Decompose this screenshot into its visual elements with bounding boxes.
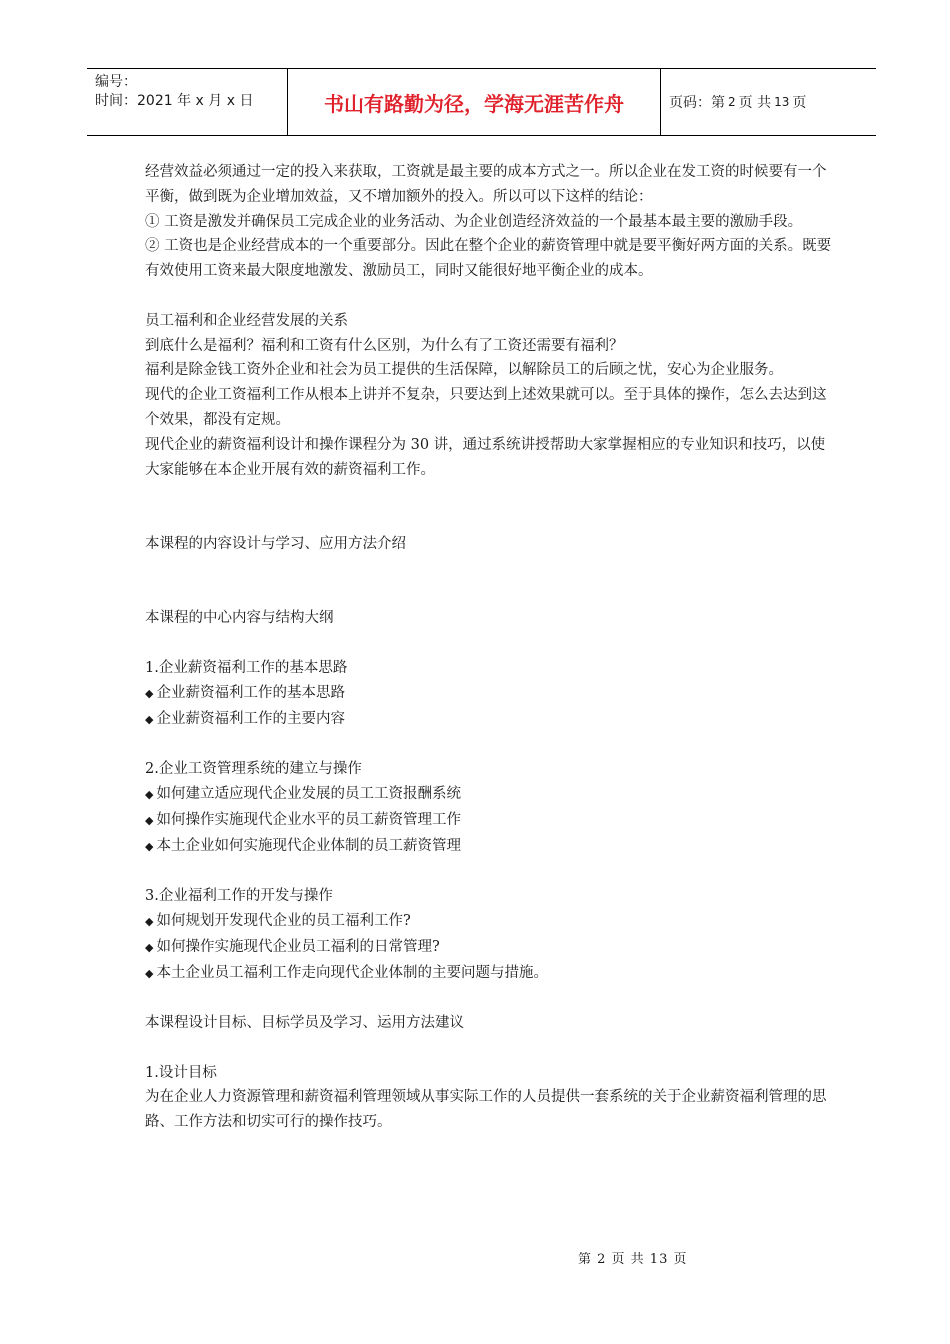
paragraph: 现代的企业工资福利工作从根本上讲并不复杂，只要达到上述效果就可以。至于具体的操作，怎么去达到这个效果，都没有定规。: [145, 387, 827, 428]
header-motto: 书山有路勤为径，学海无涯苦作舟: [287, 69, 661, 135]
outline-title: 3.企业福利工作的开发与操作: [145, 888, 333, 905]
paragraph: 现代企业的薪资福利设计和操作课程分为 30 讲，通过系统讲授帮助大家掌握相应的专业知识和技巧，以使大家能够在本企业开展有效的薪资福利工作。: [145, 436, 826, 478]
paragraph: 经营效益必须通过一定的投入来获取，工资就是最主要的成本方式之一。所以企业在发工资的时候要有一个平衡，做到既为企业增加效益，又不增加额外的投入。所以可以下这样的结论：: [145, 164, 827, 205]
page-prefix: 页码：第: [669, 95, 725, 111]
page-header: [87, 68, 876, 136]
page-number: 2: [728, 95, 736, 109]
list-item-text: 如何规划开发现代企业的员工福利工作?: [156, 912, 411, 929]
list-item: [145, 834, 835, 860]
diamond-bullet-icon: ◆: [145, 839, 154, 853]
list-item: [145, 782, 835, 808]
page-mid: 页 共: [738, 95, 772, 111]
outline-title: 2.企业工资管理系统的建立与操作: [145, 761, 362, 778]
section-heading: 本课程的中心内容与结构大纲: [145, 610, 334, 627]
list-item-text: 本土企业如何实施现代企业体制的员工薪资管理: [156, 837, 461, 854]
list-item-text: 企业薪资福利工作的基本思路: [156, 684, 345, 701]
paragraph: ② 工资也是企业经营成本的一个重要部分。因此在整个企业的薪资管理中就是要平衡好两方面的关系。既要有效使用工资来最大限度地激发、激励员工，同时又能很好地平衡企业的成本。: [145, 238, 832, 280]
header-page-info: [661, 69, 876, 135]
list-item: [145, 808, 835, 834]
list-item: [145, 707, 835, 733]
diamond-bullet-icon: ◆: [145, 940, 154, 954]
outline-title: 1.设计目标: [145, 1064, 217, 1081]
list-item: [145, 681, 835, 707]
paragraph: 为在企业人力资源管理和薪资福利管理领域从事实际工作的人员提供一套系统的关于企业薪资福利管理的思路、工作方法和切实可行的操作技巧。: [145, 1089, 827, 1131]
list-item-text: 如何操作实施现代企业水平的员工薪资管理工作: [156, 811, 461, 828]
list-item: [145, 935, 835, 961]
page-suffix: 页: [792, 95, 807, 111]
diamond-bullet-icon: ◆: [145, 686, 154, 700]
diamond-bullet-icon: ◆: [145, 712, 154, 726]
list-item: [145, 961, 835, 987]
paragraph: 到底什么是福利？福利和工资有什么区别，为什么有了工资还需要有福利？: [145, 337, 624, 354]
list-item-text: 企业薪资福利工作的主要内容: [156, 710, 345, 727]
document-body: [145, 160, 835, 1135]
page-footer: 第 2 页 共 13 页: [578, 1252, 688, 1267]
list-item-text: 如何操作实施现代企业员工福利的日常管理?: [156, 938, 440, 955]
list-item-text: 如何建立适应现代企业发展的员工工资报酬系统: [156, 785, 461, 802]
time-label: 时间：2021 年 x 月 x 日: [95, 93, 254, 109]
outline-title: 1.企业薪资福利工作的基本思路: [145, 659, 348, 676]
list-item-text: 本土企业员工福利工作走向现代企业体制的主要问题与措施。: [156, 964, 548, 981]
section-heading: 员工福利和企业经营发展的关系: [145, 312, 348, 329]
section-heading: 本课程的内容设计与学习、应用方法介绍: [145, 535, 406, 552]
diamond-bullet-icon: ◆: [145, 966, 154, 980]
diamond-bullet-icon: ◆: [145, 914, 154, 928]
diamond-bullet-icon: ◆: [145, 787, 154, 801]
paragraph: ① 工资是激发并确保员工完成企业的业务活动、为企业创造经济效益的一个最基本最主要的激励手段。: [145, 213, 803, 230]
number-label: 编号：: [95, 74, 137, 90]
paragraph: 福利是除金钱工资外企业和社会为员工提供的生活保障，以解除员工的后顾之忧，安心为企业服务。: [145, 362, 783, 379]
header-meta: [87, 69, 287, 135]
section-heading: 本课程设计目标、目标学员及学习、运用方法建议: [145, 1015, 464, 1032]
list-item: [145, 909, 835, 935]
page-total: 13: [774, 95, 790, 109]
diamond-bullet-icon: ◆: [145, 813, 154, 827]
